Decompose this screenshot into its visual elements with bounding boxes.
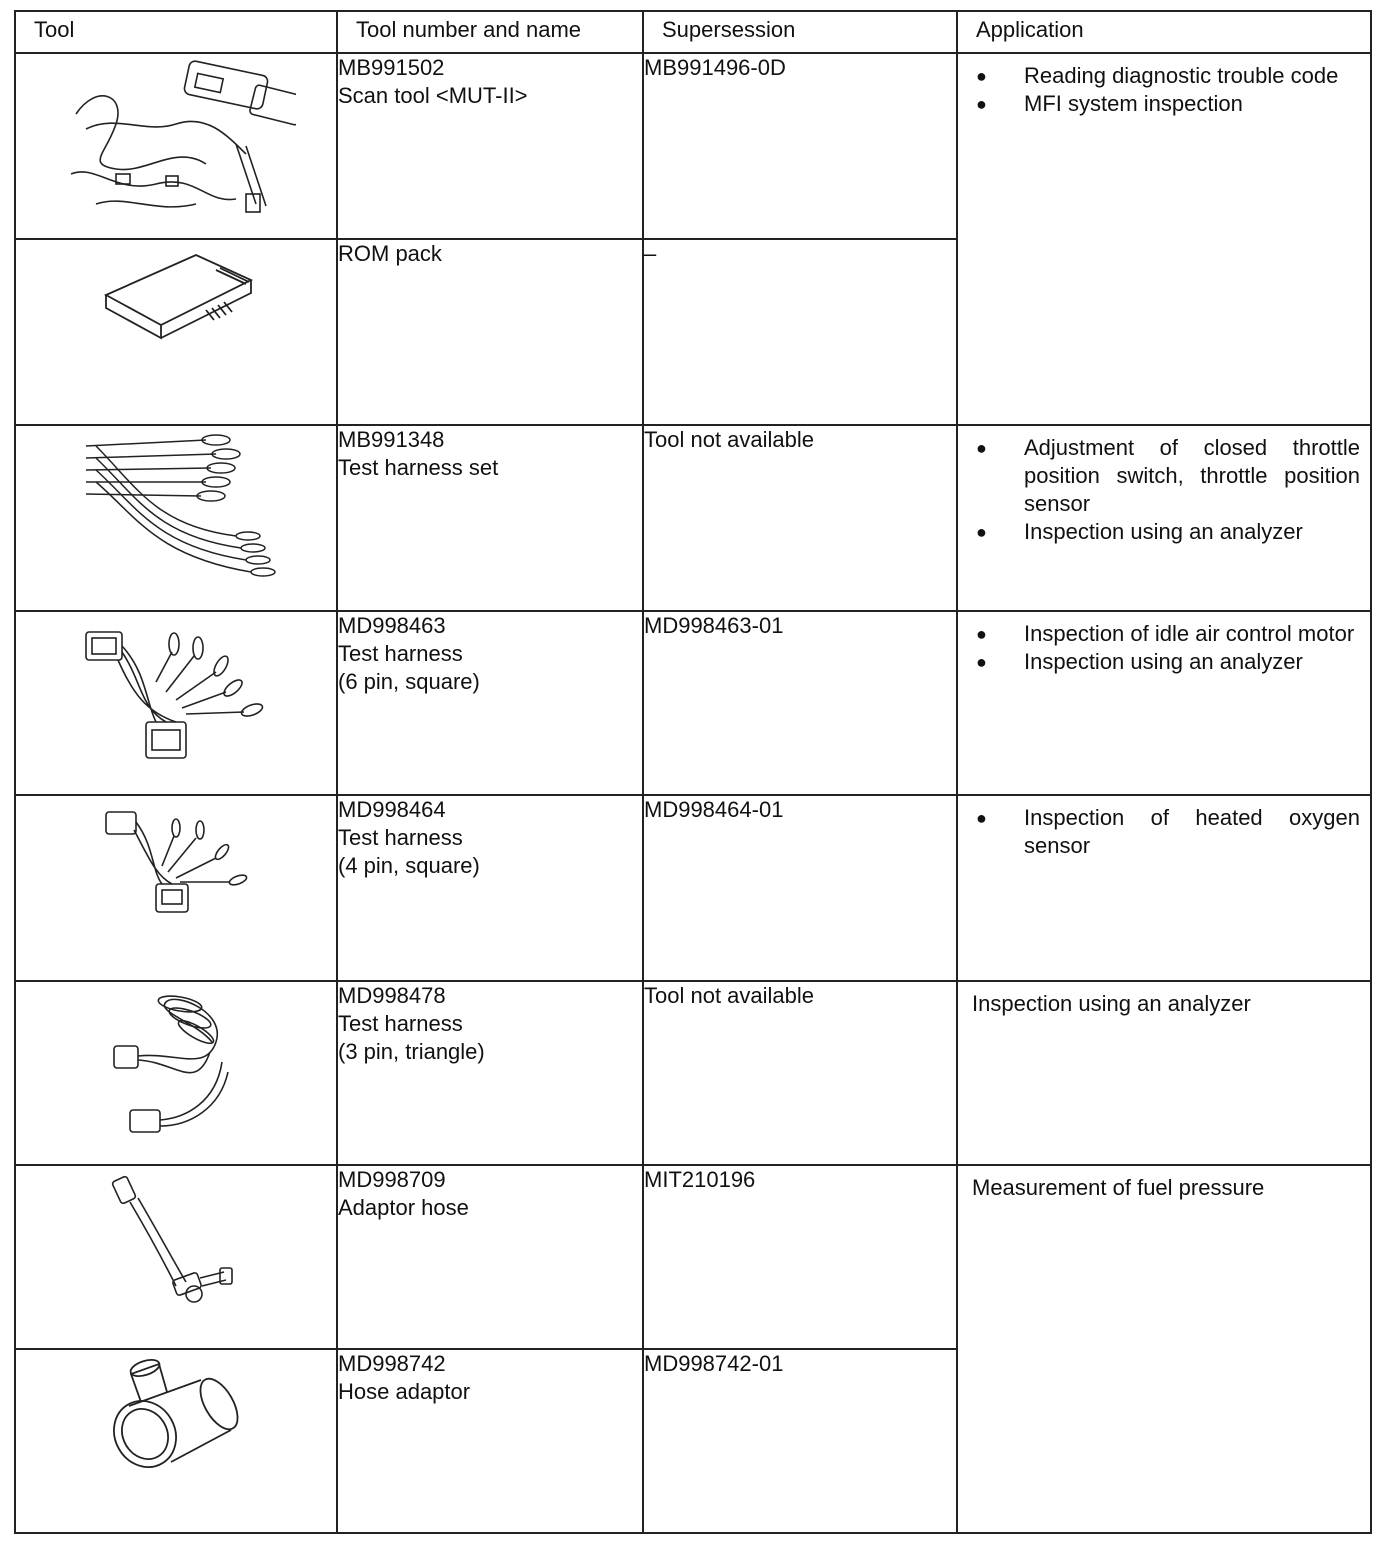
header-supersession: Supersession (643, 11, 957, 53)
tool-name: Hose adaptor (338, 1379, 471, 1404)
adaptor-hose-icon (106, 1166, 246, 1316)
application-cell (957, 981, 1371, 1165)
header-application: Application (957, 11, 1371, 53)
header-row (15, 11, 1371, 53)
application-cell (957, 611, 1371, 795)
tool-number-name-cell (337, 1349, 643, 1533)
test-harness-set-icon (76, 426, 276, 586)
hose-adaptor-icon (101, 1350, 251, 1480)
tool-number: MD998478 (338, 983, 446, 1008)
application-text: Inspection using an analyzer (972, 991, 1251, 1016)
application-list (958, 796, 1370, 860)
table-row (15, 795, 1371, 981)
supersession-cell: Tool not available (643, 981, 957, 1165)
application-list (958, 612, 1370, 676)
table-row (15, 53, 1371, 239)
application-list (958, 54, 1370, 118)
header-tool: Tool (15, 11, 337, 53)
application-cell (957, 1165, 1371, 1533)
supersession-cell: – (643, 239, 957, 425)
application-cell (957, 53, 1371, 425)
tool-image-cell (15, 239, 337, 425)
test-harness-3pin-icon (106, 982, 246, 1142)
tool-number-name-cell (337, 425, 643, 611)
table-row (15, 1165, 1371, 1349)
tool-name: Test harness set (338, 455, 499, 480)
tool-number: MD998463 (338, 613, 446, 638)
tool-number-name-cell (337, 1165, 643, 1349)
rom-pack-icon (86, 240, 266, 350)
table-row (15, 425, 1371, 611)
tool-number-name-cell (337, 53, 643, 239)
tool-name-detail: (3 pin, triangle) (338, 1039, 485, 1064)
supersession-cell: MIT210196 (643, 1165, 957, 1349)
tool-name: Test harness (338, 641, 463, 666)
scan-tool-kit-icon (56, 54, 296, 224)
tool-image-cell (15, 1165, 337, 1349)
tool-image-cell (15, 53, 337, 239)
application-item: ● Inspection using an analyzer (972, 518, 1360, 546)
tool-name: Test harness (338, 1011, 463, 1036)
supersession-cell: MD998463-01 (643, 611, 957, 795)
tool-number-name-cell (337, 611, 643, 795)
tool-number: MB991502 (338, 55, 445, 80)
tool-name-detail: (4 pin, square) (338, 853, 480, 878)
application-cell (957, 795, 1371, 981)
tool-number: MD998464 (338, 797, 446, 822)
tool-number: MB991348 (338, 427, 445, 452)
application-item: ● Reading diagnostic trouble code (972, 62, 1360, 90)
application-item: ● Inspection of idle air control motor (972, 620, 1360, 648)
tool-number-name-cell (337, 981, 643, 1165)
tool-name: Test harness (338, 825, 463, 850)
supersession-cell: MD998464-01 (643, 795, 957, 981)
supersession-cell: MD998742-01 (643, 1349, 957, 1533)
application-cell (957, 425, 1371, 611)
tool-number: MD998709 (338, 1167, 446, 1192)
supersession-cell: MB991496-0D (643, 53, 957, 239)
tool-name-detail: (6 pin, square) (338, 669, 480, 694)
tool-number-name-cell (337, 239, 643, 425)
special-tools-table (14, 10, 1372, 1534)
test-harness-4pin-icon (96, 796, 256, 926)
application-text: Measurement of fuel pressure (972, 1175, 1265, 1200)
application-item: ● MFI system inspection (972, 90, 1360, 118)
tool-number: MD998742 (338, 1351, 446, 1376)
tool-image-cell (15, 981, 337, 1165)
application-item: ● Inspection using an analyzer (972, 648, 1360, 676)
tool-image-cell (15, 1349, 337, 1533)
application-item: ● Inspection of heated oxygen sensor (972, 804, 1360, 860)
header-tool-number-name: Tool number and name (337, 11, 643, 53)
tool-name: Adaptor hose (338, 1195, 469, 1220)
test-harness-6pin-icon (76, 612, 276, 772)
table-row (15, 981, 1371, 1165)
tool-image-cell (15, 611, 337, 795)
table-row (15, 611, 1371, 795)
tool-name: ROM pack (338, 241, 442, 266)
tool-name: Scan tool <MUT-II> (338, 83, 528, 108)
supersession-cell: Tool not available (643, 425, 957, 611)
application-list (958, 426, 1370, 546)
application-item: ● Adjustment of closed throttle position switch, throttle position sensor (972, 434, 1360, 518)
tool-image-cell (15, 425, 337, 611)
tool-image-cell (15, 795, 337, 981)
tool-number-name-cell (337, 795, 643, 981)
